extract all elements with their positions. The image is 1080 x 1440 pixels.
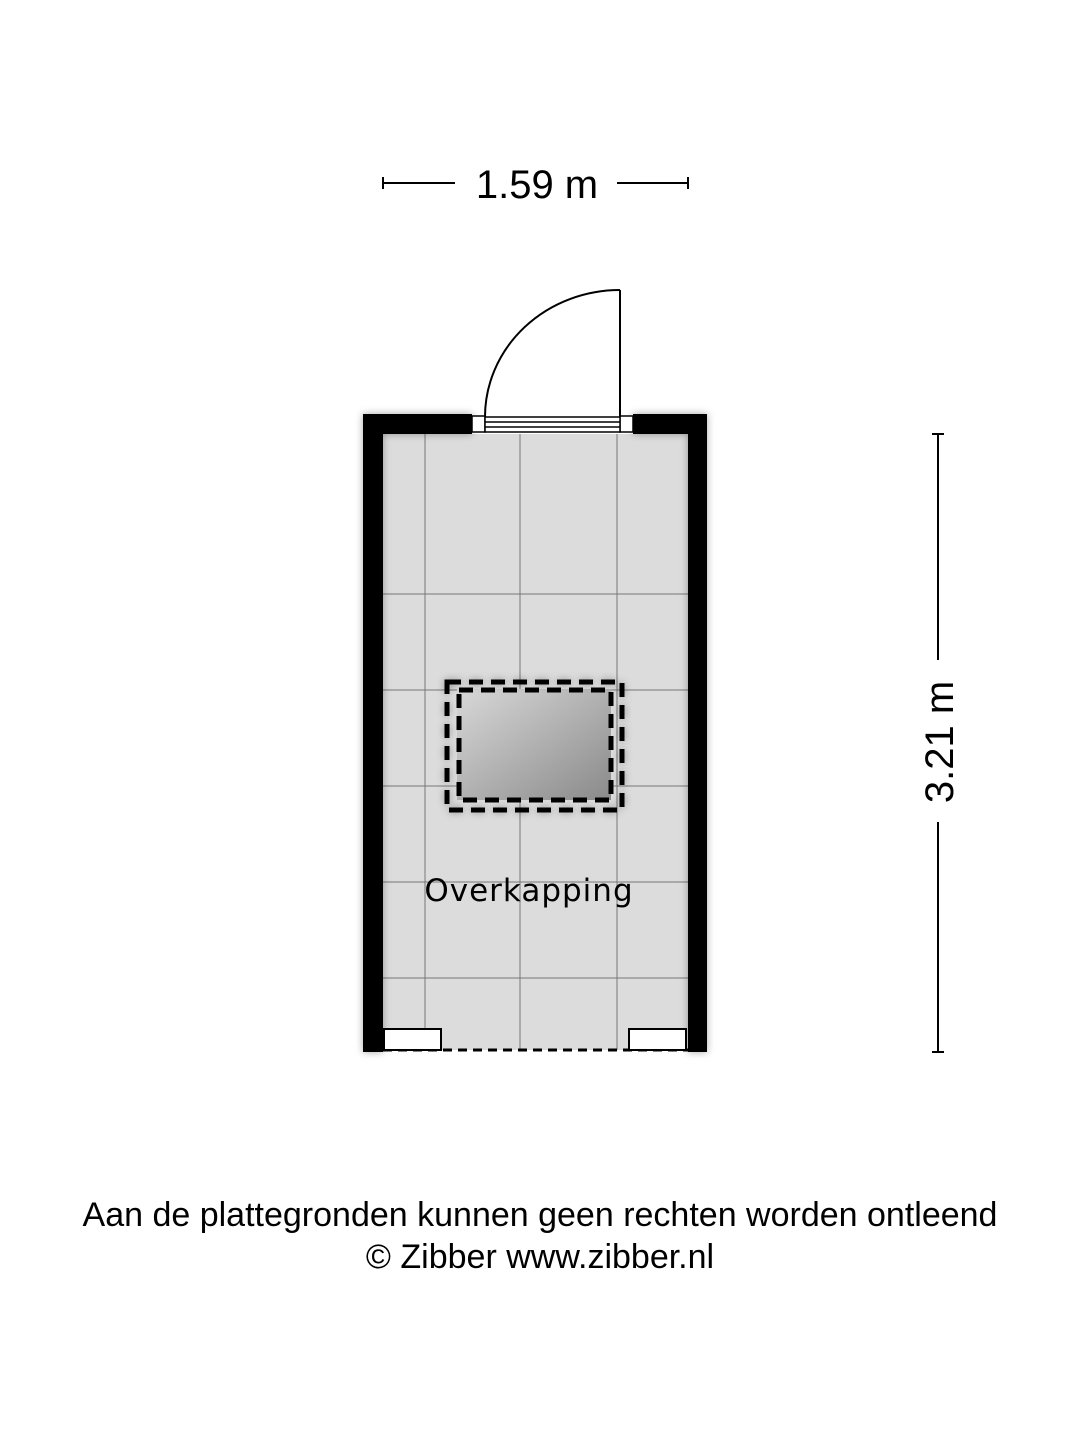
- copyright-text: © Zibber www.zibber.nl: [365, 1238, 715, 1276]
- height-label: 3.21 m: [918, 680, 962, 804]
- width-label: 1.59 m: [475, 163, 599, 207]
- door: [472, 290, 633, 432]
- room-label: Overkapping: [424, 873, 634, 909]
- post-left: [384, 1029, 441, 1050]
- door-swing-arc: [485, 290, 620, 417]
- width-dimension: [383, 163, 688, 207]
- disclaimer-text: Aan de plattegronden kunnen geen rechten worden ontleend: [82, 1196, 998, 1234]
- skylight: [447, 682, 622, 810]
- post-right: [629, 1029, 686, 1050]
- height-dimension: [918, 434, 962, 1052]
